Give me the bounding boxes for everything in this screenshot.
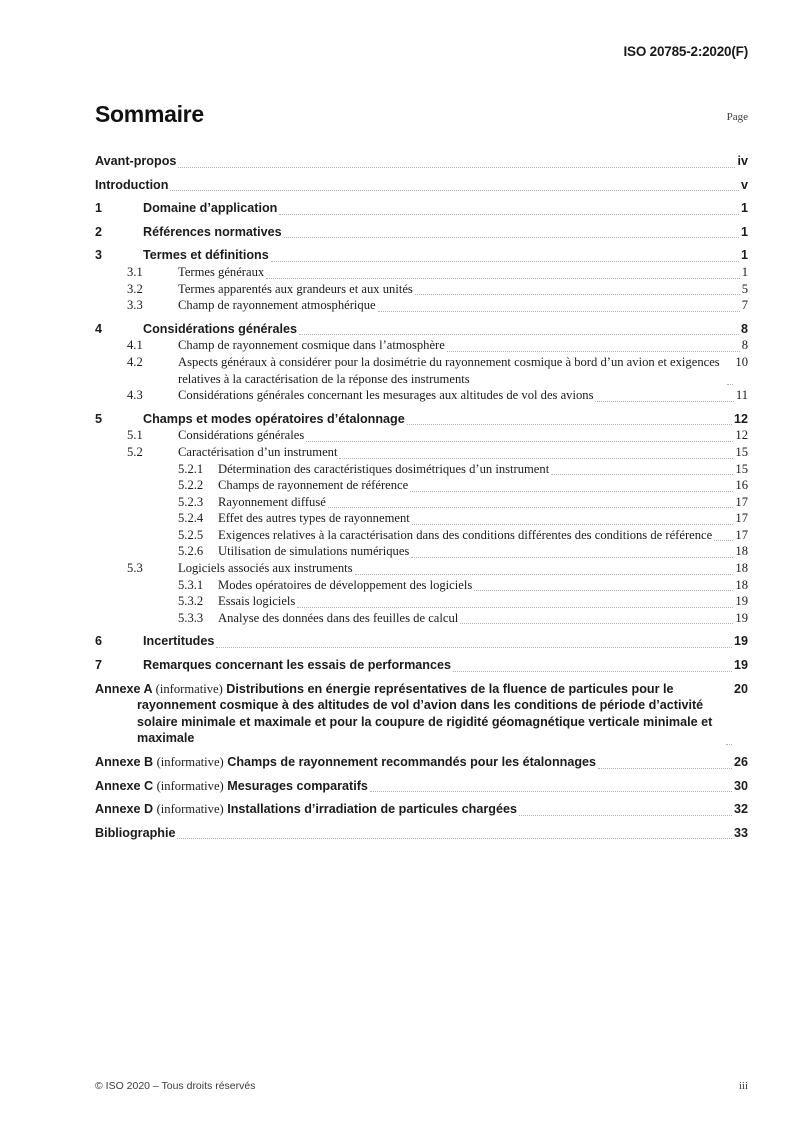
toc-leader-dots bbox=[378, 310, 740, 312]
toc-leader-dots bbox=[177, 837, 732, 839]
toc-entry-number: 5.1 bbox=[127, 428, 143, 443]
toc-entry-label: Détermination des caractéristiques dosimétriques d’un instrument bbox=[218, 461, 550, 476]
toc-annex-annexe-d[interactable] bbox=[95, 801, 748, 818]
toc-leader-dots bbox=[271, 260, 739, 262]
toc-annex-kind: (informative) bbox=[156, 802, 224, 817]
toc-entry-body bbox=[178, 427, 748, 444]
toc-entry-list bbox=[95, 153, 748, 841]
toc-entry-body bbox=[218, 510, 748, 527]
toc-entry-3-3[interactable] bbox=[95, 297, 748, 314]
toc-leader-dots bbox=[410, 490, 733, 492]
toc-entry-body bbox=[218, 527, 748, 544]
toc-entry-body bbox=[143, 247, 748, 264]
toc-entry-number: 5.3 bbox=[127, 561, 143, 576]
toc-entry-label: Considérations générales concernant les mesurages aux altitudes de vol des avions bbox=[178, 388, 594, 403]
toc-leader-dots bbox=[297, 606, 733, 608]
toc-entry-label: Essais logiciels bbox=[218, 594, 296, 609]
page-title: Sommaire bbox=[95, 101, 204, 127]
toc-entry-page-number: 30 bbox=[733, 778, 748, 793]
toc-annex-name: Annexe B bbox=[95, 755, 154, 769]
toc-entry-page-number: iv bbox=[737, 154, 748, 168]
page-footer bbox=[95, 1080, 748, 1092]
toc-entry-body bbox=[218, 593, 748, 610]
toc-entry-number: 3 bbox=[95, 248, 103, 263]
toc-entry-body bbox=[95, 754, 748, 771]
toc-annex-kind: (informative) bbox=[156, 778, 224, 793]
toc-entry-page-number: 33 bbox=[733, 825, 748, 840]
toc-entry-3[interactable] bbox=[95, 247, 748, 264]
toc-entry-5-3-3[interactable] bbox=[95, 610, 748, 627]
toc-entry-page-number: 15 bbox=[735, 461, 748, 476]
toc-annex-kind: (informative) bbox=[155, 681, 223, 696]
toc-entry-page-number: 19 bbox=[735, 594, 748, 609]
toc-annex-name: Bibliographie bbox=[95, 825, 176, 840]
toc-entry-3-2[interactable] bbox=[95, 281, 748, 298]
toc-entry-page-number: 10 bbox=[735, 354, 748, 369]
toc-entry-body bbox=[95, 177, 748, 194]
toc-entry-label: Rayonnement diffusé bbox=[218, 494, 326, 509]
toc-annex-name: Annexe A bbox=[95, 681, 153, 696]
toc-entry-5-2-4[interactable] bbox=[95, 510, 748, 527]
toc-entry-page-number: 19 bbox=[735, 610, 748, 625]
toc-entry-body bbox=[178, 297, 748, 314]
toc-entry-label: Analyse des données dans des feuilles de calcul bbox=[218, 610, 459, 625]
toc-entry-label: Caractérisation d’un instrument bbox=[178, 444, 338, 459]
toc-entry-body bbox=[178, 387, 748, 404]
toc-entry-number: 4.3 bbox=[127, 388, 143, 403]
toc-entry-number: 5.2.3 bbox=[178, 494, 204, 509]
table-of-contents bbox=[95, 103, 748, 841]
toc-entry-page-number: 1 bbox=[740, 248, 748, 263]
toc-entry-body bbox=[178, 354, 748, 387]
toc-entry-body bbox=[218, 610, 748, 627]
toc-entry-number: 5.2.1 bbox=[178, 461, 204, 476]
toc-entry-body bbox=[95, 825, 748, 842]
toc-entry-label: Incertitudes bbox=[143, 634, 215, 649]
toc-entry-body bbox=[95, 153, 748, 170]
toc-leader-dots bbox=[370, 790, 732, 792]
toc-leader-dots bbox=[411, 556, 733, 558]
toc-entry-number: 5.2.5 bbox=[178, 527, 204, 542]
toc-entry-page-number: 26 bbox=[733, 755, 748, 769]
toc-entry-body bbox=[178, 337, 748, 354]
toc-entry-label: Champ de rayonnement atmosphérique bbox=[178, 298, 376, 313]
toc-entry-label: Champs de rayonnement de référence bbox=[218, 478, 409, 493]
toc-leader-dots bbox=[178, 166, 735, 168]
toc-entry-number: 6 bbox=[95, 634, 103, 649]
toc-entry-5-2-5[interactable] bbox=[95, 527, 748, 544]
toc-leader-dots bbox=[266, 277, 740, 279]
toc-entry-body bbox=[178, 281, 748, 298]
toc-annex-annexe-c[interactable] bbox=[95, 778, 748, 795]
toc-leader-dots bbox=[726, 743, 732, 745]
toc-leader-dots bbox=[306, 440, 733, 442]
toc-entry-label: Considérations générales bbox=[143, 321, 297, 336]
toc-entry-body bbox=[143, 200, 748, 217]
toc-entry-number: 5.2.2 bbox=[178, 478, 204, 493]
toc-entry-5-2-1[interactable] bbox=[95, 461, 748, 478]
toc-entry-label bbox=[95, 754, 596, 771]
toc-leader-dots bbox=[328, 506, 734, 508]
toc-entry-body bbox=[178, 444, 748, 461]
toc-entry-page-number: 8 bbox=[740, 321, 748, 336]
toc-entry-page-number: 1 bbox=[740, 201, 748, 216]
toc-header-row bbox=[95, 103, 748, 126]
toc-entry-body bbox=[95, 801, 748, 818]
toc-entry-label: Effet des autres types de rayonnement bbox=[218, 511, 410, 526]
toc-entry-5-2-3[interactable] bbox=[95, 494, 748, 511]
toc-leader-dots bbox=[216, 646, 732, 648]
toc-leader-dots bbox=[595, 400, 733, 402]
toc-entry-page-number: 19 bbox=[733, 634, 748, 649]
toc-entry-label: Aspects généraux à considérer pour la dosimétrie du rayonnement cosmique à bord d’un avion et exigences relatives à la caractérisation de la réponse des instruments bbox=[178, 354, 720, 386]
toc-entry-page-number: 19 bbox=[733, 658, 748, 673]
toc-entry-body bbox=[143, 633, 748, 650]
toc-entry-label: Remarques concernant les essais de performances bbox=[143, 658, 451, 673]
toc-entry-1[interactable] bbox=[95, 200, 748, 217]
toc-leader-dots bbox=[407, 423, 732, 425]
toc-entry-4-3[interactable] bbox=[95, 387, 748, 404]
toc-entry-body bbox=[95, 778, 748, 795]
toc-leader-dots bbox=[412, 523, 734, 525]
toc-entry-label: Logiciels associés aux instruments bbox=[178, 561, 353, 576]
toc-leader-dots bbox=[279, 213, 739, 215]
toc-entry-5-3[interactable] bbox=[95, 560, 748, 577]
toc-entry-4-2[interactable] bbox=[95, 354, 748, 387]
toc-entry-body bbox=[218, 477, 748, 494]
toc-entry-number: 5.3.2 bbox=[178, 594, 204, 609]
toc-entry-page-number: 32 bbox=[733, 802, 748, 817]
toc-entry-number: 3.3 bbox=[127, 298, 143, 313]
toc-entry-page-number: 18 bbox=[735, 561, 748, 576]
toc-entry-label bbox=[95, 778, 368, 795]
toc-entry-label: Termes et définitions bbox=[143, 248, 269, 263]
toc-annex-title: Distributions en énergie représentatives de la fluence de particules pour le rayonnement cosmique à des altitudes de vol d’avion dans les conditions de période d’activité solaire minimale et maximale et pour la coupure de rigidité géomagnétique verticale minimale et maximale bbox=[137, 681, 713, 746]
toc-entry-body bbox=[178, 264, 748, 281]
toc-annex-name: Annexe D bbox=[95, 802, 154, 817]
toc-entry-2[interactable] bbox=[95, 224, 748, 241]
toc-leader-dots bbox=[474, 589, 733, 591]
toc-entry-page-number: 8 bbox=[741, 338, 748, 353]
toc-entry-page-number: 17 bbox=[735, 511, 748, 526]
toc-annex-name: Annexe C bbox=[95, 778, 154, 793]
toc-leader-dots bbox=[519, 814, 732, 816]
toc-entry-number: 3.1 bbox=[127, 264, 143, 279]
toc-leader-dots bbox=[355, 573, 734, 575]
toc-entry-label: Modes opératoires de développement des logiciels bbox=[218, 577, 473, 592]
toc-entry-number: 5.3.1 bbox=[178, 577, 204, 592]
toc-entry-body bbox=[218, 577, 748, 594]
toc-entry-number: 5.2 bbox=[127, 444, 143, 459]
toc-leader-dots bbox=[727, 383, 733, 385]
toc-leader-dots bbox=[170, 189, 739, 191]
toc-annex-title: Mesurages comparatifs bbox=[227, 778, 368, 793]
toc-entry-body bbox=[143, 224, 748, 241]
toc-entry-3-1[interactable] bbox=[95, 264, 748, 281]
toc-entry-page-number: 5 bbox=[741, 281, 748, 296]
toc-entry-body bbox=[218, 543, 748, 560]
toc-leader-dots bbox=[284, 236, 739, 238]
toc-entry-page-number: 16 bbox=[735, 478, 748, 493]
toc-entry-label: Introduction bbox=[95, 177, 169, 192]
toc-annex-annexe-a[interactable] bbox=[95, 681, 748, 747]
toc-leader-dots bbox=[453, 670, 732, 672]
toc-entry-4-1[interactable] bbox=[95, 337, 748, 354]
toc-entry-avant-propos[interactable] bbox=[95, 153, 748, 170]
toc-entry-number: 3.2 bbox=[127, 281, 143, 296]
toc-annex-title: Installations d’irradiation de particules chargées bbox=[227, 802, 517, 817]
toc-leader-dots bbox=[415, 293, 740, 295]
toc-entry-5-1[interactable] bbox=[95, 427, 748, 444]
toc-entry-body bbox=[95, 681, 748, 747]
toc-entry-page-number: 1 bbox=[740, 224, 748, 239]
toc-entry-number: 5.2.4 bbox=[178, 511, 204, 526]
toc-leader-dots bbox=[447, 350, 740, 352]
toc-entry-5-2[interactable] bbox=[95, 444, 748, 461]
toc-entry-label: Domaine d’application bbox=[143, 201, 278, 216]
toc-entry-number: 2 bbox=[95, 224, 103, 239]
toc-entry-7[interactable] bbox=[95, 657, 748, 674]
toc-entry-body bbox=[143, 657, 748, 674]
toc-entry-label: Utilisation de simulations numériques bbox=[218, 544, 410, 559]
toc-entry-5-3-1[interactable] bbox=[95, 577, 748, 594]
toc-entry-number: 5.2.6 bbox=[178, 544, 204, 559]
toc-entry-5-3-2[interactable] bbox=[95, 593, 748, 610]
toc-entry-number: 5 bbox=[95, 411, 103, 426]
toc-entry-page-number: 15 bbox=[735, 444, 748, 459]
toc-entry-label bbox=[95, 681, 724, 747]
toc-leader-dots bbox=[299, 333, 739, 335]
toc-annex-annexe-b[interactable] bbox=[95, 754, 748, 771]
toc-entry-5-2-2[interactable] bbox=[95, 477, 748, 494]
toc-entry-page-number: 12 bbox=[735, 428, 748, 443]
toc-entry-label: Champs et modes opératoires d’étalonnage bbox=[143, 411, 405, 426]
toc-page-column-label: Page bbox=[726, 111, 748, 123]
toc-entry-5-2-6[interactable] bbox=[95, 543, 748, 560]
copyright-notice: © ISO 2020 – Tous droits réservés bbox=[95, 1080, 256, 1092]
toc-annex-bibliographie[interactable] bbox=[95, 825, 748, 842]
toc-entry-label: Termes généraux bbox=[178, 264, 265, 279]
toc-annex-kind: (informative) bbox=[156, 755, 224, 769]
toc-entry-body bbox=[143, 321, 748, 338]
page-folio: iii bbox=[738, 1080, 748, 1092]
toc-entry-body bbox=[178, 560, 748, 577]
toc-annex-title: Champs de rayonnement recommandés pour les étalonnages bbox=[227, 755, 597, 769]
toc-entry-body bbox=[218, 494, 748, 511]
toc-entry-6[interactable] bbox=[95, 633, 748, 650]
toc-entry-page-number: 17 bbox=[735, 527, 748, 542]
toc-entry-label: Références normatives bbox=[143, 224, 282, 239]
toc-entry-number: 7 bbox=[95, 658, 103, 673]
toc-entry-page-number: 11 bbox=[735, 388, 748, 403]
toc-entry-page-number: 1 bbox=[741, 264, 748, 279]
toc-entry-page-number: v bbox=[740, 177, 748, 192]
toc-entry-page-number: 7 bbox=[741, 298, 748, 313]
toc-entry-page-number: 20 bbox=[733, 681, 748, 696]
toc-entry-number: 4 bbox=[95, 321, 103, 336]
toc-leader-dots bbox=[714, 539, 733, 541]
toc-entry-label: Termes apparentés aux grandeurs et aux unités bbox=[178, 281, 413, 296]
toc-entry-label: Avant-propos bbox=[95, 154, 177, 168]
toc-entry-page-number: 17 bbox=[735, 494, 748, 509]
toc-entry-4[interactable] bbox=[95, 321, 748, 338]
toc-entry-label: Exigences relatives à la caractérisation dans des conditions différentes des conditions de référence bbox=[218, 527, 713, 542]
toc-entry-number: 4.2 bbox=[127, 354, 143, 369]
toc-leader-dots bbox=[551, 473, 733, 475]
toc-entry-5[interactable] bbox=[95, 411, 748, 428]
toc-entry-page-number: 18 bbox=[735, 544, 748, 559]
document-reference-header: ISO 20785-2:2020(F) bbox=[623, 44, 748, 59]
toc-entry-body bbox=[218, 461, 748, 478]
toc-entry-page-number: 12 bbox=[733, 411, 748, 426]
toc-entry-introduction[interactable] bbox=[95, 177, 748, 194]
toc-leader-dots bbox=[460, 622, 733, 624]
toc-entry-body bbox=[143, 411, 748, 428]
toc-entry-page-number: 18 bbox=[735, 577, 748, 592]
toc-leader-dots bbox=[598, 767, 732, 769]
toc-entry-label bbox=[95, 825, 175, 842]
toc-entry-label: Considérations générales bbox=[178, 428, 305, 443]
toc-entry-number: 1 bbox=[95, 201, 103, 216]
toc-entry-number: 4.1 bbox=[127, 338, 143, 353]
toc-entry-label: Champ de rayonnement cosmique dans l’atmosphère bbox=[178, 338, 445, 353]
toc-entry-label bbox=[95, 801, 517, 818]
toc-leader-dots bbox=[339, 457, 733, 459]
toc-entry-number: 5.3.3 bbox=[178, 610, 204, 625]
